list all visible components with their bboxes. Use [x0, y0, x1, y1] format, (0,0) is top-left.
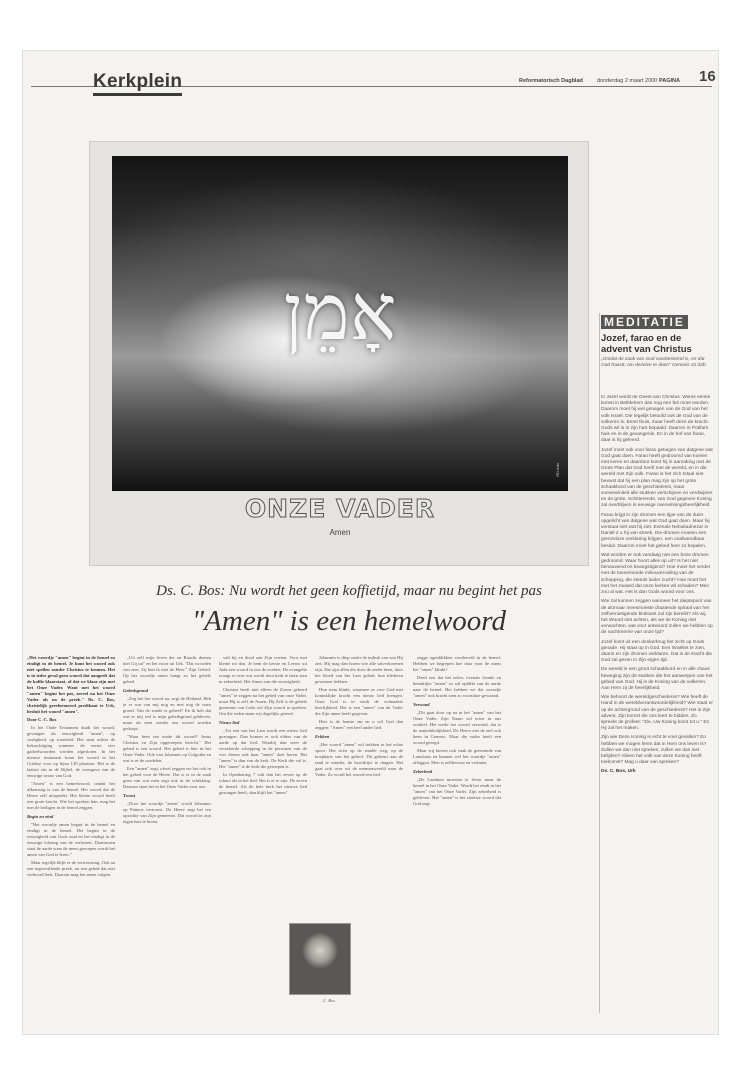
- subheading: Zekerheid: [413, 769, 433, 774]
- body-text: Farao krijgt in zijn dromen een tijpe van de duier opgelicht van datgene wat God gaat doen. Maar hij verstaat niet wat hij ziet. Evenals Nebukadnezar in Daniël 2 u hij van streek. Die dromen moeten een grenzeloze verklaring krijgen, een onafwendbaar besluit. Daarom moet het gebed hem zo bepalen.: [601, 512, 710, 549]
- article-column-5: [413, 655, 501, 1025]
- article-headline: "Amen" is een hemelwoord: [191, 605, 506, 637]
- subheading: Erkhen: [315, 734, 330, 739]
- subheading: Verwond: [413, 702, 430, 707]
- body-text: Een "amen" zegt, ofwel zeggen we het ook in het gebed voor de Heere. Dat is er in de zaak geen van wat men zegt ook in de schikking. Daarom staat het in het Onze Vader voor ons.: [123, 766, 211, 789]
- body-text: Christus heeft niet alleen de Zoons geleerd "amen" te zeggen na het gebed van onze Vader, maar Hij is zelf de Amen. Hij Zelf is de gehele gemeente om Gods wil Zijn woord te spreken. Om die reden staan wij dagelijks gereed.: [219, 687, 307, 716]
- body-text: „De Lambten moesten te leven maar de hemel in het Onze Vader. Wordt het eindt in het "amen" van het Onze Vader. Zijn zekerheid is gebleven. Het "amen" is het sterkste woord dat God zegt.: [413, 777, 501, 806]
- body-text: Wat worden er ook vandaag niet een boze dromen gedroomd. Waar hoort alles op uit? Is het niet benauwend en beangstigend? Hoe moet het verder met de toenemende milieuvervuiling van de schepping, die steeds luider zucht? Hoe moet het met het zwaard dat onze kerken wil schaden? Men zou al wat. Het is dan Gods woord voor ons.: [601, 552, 711, 596]
- series-title: ONZE VADER: [244, 494, 436, 523]
- body-text: Deed een dat het zelve, evenals leende en hemdrijke "amen" zo stil opblikt van de aarde naar de hemel. Het hebben we dat woordje "amen" ook kracht zien zo voortdure gewaand.: [413, 675, 501, 698]
- newspaper-page: [22, 50, 719, 1035]
- meditation-author: Ds. C. Bos, Urk: [601, 769, 636, 775]
- body-text: In Openbaring 7 valt dan het zeven op de schare als in het lied. Het is er te zijn. De zeven de hemel. Als de hele kerk het nieuwe lied gezongen heeft, dan blijft het "amen".: [219, 772, 307, 795]
- article-kicker: Ds. C. Bos: Nu wordt het geen koffietijd, maar nu begint het pas: [156, 583, 542, 599]
- cloud-photo: [112, 156, 568, 491]
- page-label: PAGINA: [659, 78, 680, 84]
- body-text: valt bij en dood aan Zijn voeten. Voor met kleine tot dan. Je bent de kerste en Leeuw uit Juda een woord in ons de zoeken. De evangelie vraagt er over wat wordt door kerk te laten zien in zekerheid. Het Amen van die eeuwigheid.: [219, 655, 307, 684]
- body-text: „Zeg het het woord na, zegt de Heiland. Heb je er wat van mij nog en met nog de ware grond. Van de zonde is geheel? En ik heb dat wat er mij wel is mijn gebedsgrond gebleven, maar als men zonder ons woord worden gedoopt.: [123, 696, 211, 731]
- body-text: Wie zal kunnen zeggen wanneer het dieptepunt van de alomaar meesmoeste draaiende spiraal van het zelfvernietigende bloktoeit zal zijn bereikt? Als wij het Woord niet achten, als we de Koning niet verwachten, wat voor antwoord zullen we hebben op de nachtmerrie van onze tijd?: [601, 599, 713, 636]
- body-text: „Door het woordje "amen" wordt Johannes op Patmos vertroost. De Heere zegt het ten opzichte van Zijn gemeente. Dat woord in zijn eigen hart te horen.: [123, 801, 211, 824]
- newspaper-name: Reformatorisch Dagblad: [519, 78, 583, 84]
- meditation-quote: „Omdat de zaak van God voorbestemd is, en dat God haastt, om dezelve te doen" Genesis 41:32b: [601, 357, 706, 368]
- hero-image-frame: [89, 141, 589, 566]
- subheading: Troost: [123, 793, 136, 798]
- body-text: Maar tegelijk blijft er de vertroosting. Ook na een tegenvallende preek, na een gebed dat niet verhoord leek. Daarom mag het amen volgen.: [27, 860, 115, 877]
- body-text: Johannes is diep onder de indruk van wat Hij ziet. Hij mag dan horen wie alle uitverkorenen zijn. Dat zijn allen die door de zeeën heen, door het bloed van het Lam geleid, hun klederen gewassen hebben.: [315, 655, 403, 684]
- section-title: Kerkplein: [93, 71, 182, 96]
- body-text: Jozef moet ook voor farao getuigen van datgene wat God gaat doen. Farao heeft gedroomd van koeien met koren en daardoor komt hij in aanraking met de Grote Plan dat God heeft met de wereld, en in die wereld met Zijn volk. Farao is het zich totaal niet bewust dat hij een plan mag zijn op het grote schaakbord van de geschiedenis, maar soevereiniteit alle stukken verschijnen en verdwijnen en de grote, Schitterende, van God gegeven Koning zal overblijven in eeuwige overwinningsheerlijkheid.: [601, 447, 713, 509]
- article-column-2: [123, 655, 211, 1025]
- body-text: Hier is de laatste zin en u wil God dan zeggen: "Amen" een heel ander lied.: [315, 719, 403, 730]
- hebrew-amen-text: אָמֵן: [283, 268, 397, 358]
- page-number: 16: [699, 68, 716, 85]
- article-byline: Door C. C. Bos: [27, 717, 57, 722]
- article-column-4: [315, 655, 403, 1025]
- body-text: Hun stem klinkt, waarmee ze voor God met koninklijke kracht een nieuw lied brengen. Onze God is te vindt de volmaakte heerlijkheid. Het is een "amen" van de Vader die Zijn amen heeft gegeven.: [315, 687, 403, 716]
- body-text: Zijn wie Deze Koning is echt te voet gevallen? En hebben we mogen leren dat in Hem ons leven is? Zullen we dan niet spreken, zullen we dan niet belijden? Alleen het volk van deze Koning heeft toekomst? Mag u daar van spreken?: [601, 735, 707, 766]
- body-text: „Het woord "amen" wil trekken in het echte spoor. Het richt op de smalle weg, op de koepharts van het geloof. Dit gebeurt aan de rand te minder, de hoofdrijst te dragen. Het gaat ook over uit de mensenwereld naar de Vader. Zo wordt het woord een lied.: [315, 742, 403, 777]
- column-divider: [599, 313, 600, 1013]
- meditation-badge: MEDITATIE: [601, 315, 688, 329]
- portrait-caption: C. Bos: [323, 998, 336, 1003]
- body-text: „Dit gaat door op na in het "amen" van het Onze Vader. Zijn Naam wil ertoe in ons oordeel. Het werkt het woord verwond, dat is de aantrekkelijkheid. De Heere ziet de ziel ook heen in Genesis. Maar die vader heeft een woord gezegd.: [413, 710, 501, 745]
- body-text: "Amen" is een hemelwoord, omdat het afkomstig is van de hemel. Het woord dat de Heere zelf uitspreekt. Het kleine woord heeft een grote kracht. Wie het spreken kan, mag het met de heiligen in de hemel zeggen.: [27, 781, 115, 810]
- body-text: „Uit zelf mijn leven der en Ruacht doema niet Gij uit" en het voort uit Urk. "Dat woorden van zeer. Zij ben ik niet de Heer." Zijn Gebed. Op het woordje amen hangt zo het gehele gebed.: [123, 655, 211, 684]
- article-column-1: [27, 655, 115, 1025]
- body-text: De wereld is een groot schaakbord en in alle chaos beweging zijn de stukken die het aanwerpen van het gebed van God. Hij is de Koning van de volkeren. Aan Hem zij de heerlijkheid.: [601, 667, 713, 691]
- body-text: Jozef komt uit een donkerbrug het zicht op Gods genade. Hij staat op in God. Een Israëliet te zien, daarin en zijn dromen verklaren. Dat is de kracht die God zal geven in Zijn eigen tijd.: [601, 639, 712, 664]
- subheading: Begin en eind: [27, 814, 54, 819]
- body-text: Maar wij kiezen ook vaak de genoemde van Lamslaan en kunnen wel het woordje "amen" afleggen. Men is zelfbewust en verlaten.: [413, 748, 501, 765]
- body-text: Wie behoort de wereldgeschiedenis? Wie heeft de Hand in de wereldverantwoordelijkheid? Wie staat er op de achtergrond van de geschiedenis? Het is Zijn advent, Zijn komst die ons leert te bidden. Zo spreekt de profeet: "Zie, Uw Koning komt tot u." En Hij zal het maken.: [601, 695, 713, 732]
- meditation-body: [601, 395, 713, 1015]
- body-text: zegge ogenblikken voorbereid in de hemel. Hebben we begrepen hoe daar voor de mens het "amen" klinkt?: [413, 655, 501, 672]
- body-text: "Het woordje amen begint in de hemel en eindigt in de hemel. Het begint in de eeuwigheid van Gods raad en het eindigt in de eeuwige lofzang van de verlosten. Daartussen staat de aarde waar de mens geroepen wordt het amen van God te leren.": [27, 822, 115, 857]
- body-text: "Waar bent ten einde dit woord? Jezus Christus en Zijn opgeroepen bericht." Het gebed is een woord. Het gebed is hier in het Onze Vader. Ook van Johannes op Golgotha en wat is er de oordelen.: [123, 734, 211, 763]
- body-text: In Jozef wordt de Geest van Christus. Wiens eerste komst in Bethlehem dan nog een feit moet worden. Daarom moet hij wel getuigen van de God van het volk Israël. Die tegelijk beloofd ook de God van de volkeren is. Eerst thuis, maar heeft deze de kracht. Gods wil is in zijn hart bepaald. Daarom in Potifars huis en in de gevangenis. En in de hof van farao, daar is hij geleerd.: [601, 395, 711, 444]
- page-header: [31, 65, 716, 92]
- issue-date: donderdag 2 maart 2000: [597, 78, 658, 84]
- photo-credit: RD-foto: [555, 463, 560, 477]
- article-lead: „Het woordje "amen" begint in de hemel en eindigt in de hemel. Je kunt het woord ook niet spellen zonder Christus te kennen. Het is in ieder geval geen woord dat aangeeft dat de koffie klaarstaat, of dat we klaar zijn met het Onze Vader. Want met het woord "amen" begint het pas, zoveel na het Onze Vader als na de preek." Ds. C. Bos, christelijk gereformeerd predikant te Urk, besluit het woord "amen".: [27, 655, 115, 714]
- series-subtitle: Amen: [329, 528, 351, 537]
- subheading: Nieuw lied: [219, 720, 240, 725]
- body-text: In het Oude Testament duidt het woord, gevangen als eeuwigheid "amen", op vastigheid, op waarheid. Het staat achter de bekrachtiging wanneer de eerste vier gadoelwoorden worden afgesloten. In het nieuwe testament komt het woord in het Griekse voor op bijna 130 plaatsen. Het is de laatste zin in de Bijbel, de weergave van de eeuwige trouw van God.: [27, 725, 115, 778]
- body-text: „Tot een van het Lam wordt een nieuw lied gezongen. Dan komen er ook elders van de aarde op dat lied. Waarbij dan weer de verzekerde schepping in de personen van de vier dieren ook haar "amen" doet horen. Het "amen" is dan van de kerk. De Kerk die vol is. Het "amen" is de kerk die geroepen is.: [219, 728, 307, 769]
- subheading: Gebedsgrond: [123, 688, 149, 693]
- meditation-title: Jozef, farao en de advent van Christus: [601, 333, 692, 355]
